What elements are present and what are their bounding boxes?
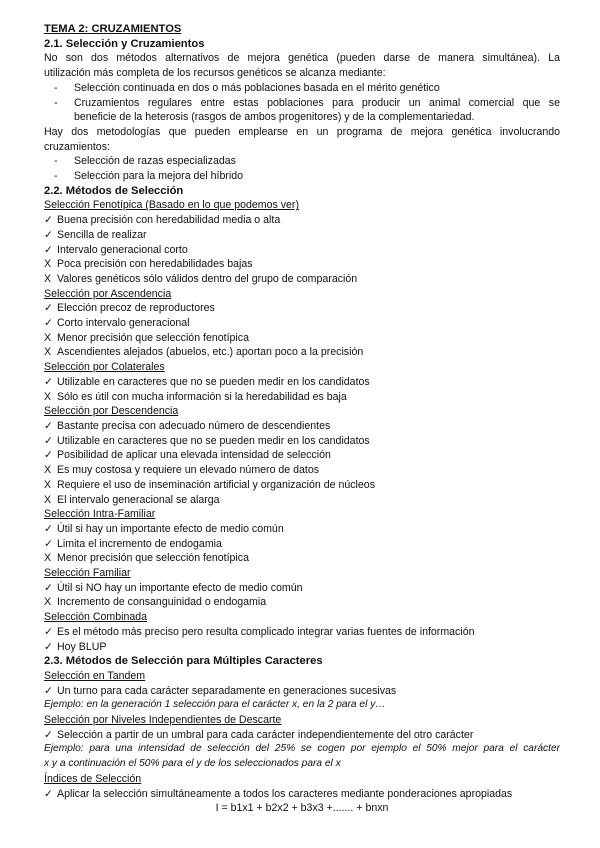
check-icon: ✓ [44,728,53,741]
item-text: Menor precisión que selección fenotípica [57,552,249,565]
pro-item [44,243,560,258]
check-icon: ✓ [44,434,53,447]
subsection-ascendencia-title: Selección por Ascendencia [44,287,172,300]
check-icon: ✓ [44,449,53,462]
cross-icon: X [44,478,52,491]
item-text: Incremento de consanguinidad o endogamia [57,596,267,609]
con-item [44,551,560,566]
con-item [44,463,560,478]
methodologies-paragraph-line-1: Hay dos metodologías que pueden emplearse en un programa de mejora genética involucrando [44,125,560,138]
subsection-familiar-title: Selección Familiar [44,567,131,580]
con-item [44,331,560,346]
bullet-cruzamientos-regulares [44,96,560,125]
check-icon: ✓ [44,684,53,697]
item-text: Hoy BLUP [57,640,107,653]
subsection-descendencia-title: Selección por Descendencia [44,405,179,418]
pro-item [44,316,560,331]
pro-item [44,375,560,390]
check-icon: ✓ [44,302,53,315]
subsection-combinada-title: Selección Combinada [44,611,148,624]
check-icon: ✓ [44,625,53,638]
cross-icon: X [44,596,52,609]
item-text: Corto intervalo generacional [57,317,190,330]
item-text: El intervalo generacional se alarga [57,493,220,506]
check-icon: ✓ [44,787,53,800]
cross-icon: X [44,272,52,285]
con-item [44,345,560,360]
methodologies-paragraph-line-2: cruzamientos: [44,140,110,153]
document-page [44,22,560,816]
item-text: Es el método más preciso pero resulta complicado integrar varias fuentes de información [57,625,475,638]
pro-item [44,434,560,449]
section-2-2-heading: 2.2. Métodos de Selección [44,184,184,197]
pro-item [44,537,560,552]
niveles-example-line-1: Ejemplo: para una intensidad de selección del 25% se cogen por ejemplo el 50% mejor para el carácter [44,743,560,755]
subsection-tandem-title: Selección en Tandem [44,669,146,682]
section-2-1-heading: 2.1. Selección y Cruzamientos [44,37,205,50]
document-title: TEMA 2: CRUZAMIENTOS [44,23,182,35]
cross-icon: X [44,552,52,565]
pro-item [44,581,560,596]
item-text: Valores genéticos sólo válidos dentro del grupo de comparación [57,272,358,285]
pro-item [44,213,560,228]
item-text: Menor precisión que selección fenotípica [57,331,249,344]
intro-paragraph-line-2: utilización más completa de los recursos genéticos se alcanza mediante: [44,67,386,80]
item-text: Un turno para cada carácter separadamente en generaciones sucesivas [57,684,397,697]
selection-index-formula: I = b1x1 + b2x2 + b3x3 +....... + bnxn [215,802,389,815]
check-icon: ✓ [44,419,53,432]
item-text: Aplicar la selección simultáneamente a todos los caracteres mediante ponderaciones apropiadas [57,787,513,800]
subsection-fenotipica-title: Selección Fenotípica (Basado en lo que podemos ver) [44,199,299,212]
check-icon: ✓ [44,243,53,256]
pro-item [44,228,560,243]
dash-marker: - [54,155,58,168]
subsection-niveles-title: Selección por Niveles Independientes de Descarte [44,714,282,727]
intro-paragraph-line-1: No son dos métodos alternativos de mejora genética (pueden darse de manera simultánea). La [44,52,560,65]
check-icon: ✓ [44,228,53,241]
item-text: Útil si NO hay un importante efecto de medio común [57,581,303,594]
item-text: Limita el incremento de endogamia [57,537,222,550]
check-icon: ✓ [44,375,53,388]
item-text: Utilizable en caracteres que no se pueden medir en los candidatos [57,375,370,388]
item-text: Bastante precisa con adecuado número de descendientes [57,419,331,432]
dash-marker: - [54,81,58,94]
dash-marker: - [54,170,58,183]
cross-icon: X [44,258,52,271]
pro-item [44,787,560,802]
item-text: Es muy costosa y requiere un elevado número de datos [57,464,320,477]
bullet-razas-especializadas [44,154,560,169]
bullet-mejora-hibrido [44,169,560,184]
item-text: Poca precisión con heredabilidades bajas [57,258,253,271]
pro-item [44,640,560,655]
item-text: Útil si hay un importante efecto de medio común [57,522,284,535]
con-item [44,272,560,287]
niveles-example-line-2: x y a continuación el 50% para el y de los seleccionados para el x [44,758,341,770]
item-text: Ascendientes alejados (abuelos, etc.) aportan poco a la precisión [57,346,364,359]
check-icon: ✓ [44,522,53,535]
item-text: Utilizable en caracteres que no se pueden medir en los candidatos [57,434,370,447]
subsection-colaterales-title: Selección por Colaterales [44,361,165,374]
item-text: Sencilla de realizar [57,228,147,241]
check-icon: ✓ [44,537,53,550]
bullet-text: Selección continuada en dos o más poblaciones basada en el mérito genético [74,81,440,94]
item-text: Posibilidad de aplicar una elevada intensidad de selección [57,449,331,462]
pro-item [44,728,560,743]
pro-item [44,684,560,699]
pro-item [44,522,560,537]
cross-icon: X [44,493,52,506]
pro-item [44,625,560,640]
bullet-text-line-2: beneficie de la heterosis (rasgos de ambos progenitores) y de la complementariedad. [74,111,475,124]
item-text: Sólo es útil con mucha información si la heredabilidad es baja [57,390,347,403]
cross-icon: X [44,464,52,477]
item-text: Selección a partir de un umbral para cada carácter independientemente del otro carácter [57,728,474,741]
cross-icon: X [44,390,52,403]
check-icon: ✓ [44,640,53,653]
bullet-text: Selección de razas especializadas [74,155,236,168]
item-text: Elección precoz de reproductores [57,302,215,315]
bullet-seleccion-continuada [44,81,560,96]
tandem-example: Ejemplo: en la generación 1 selección para el carácter x, en la 2 para el y… [44,699,386,711]
dash-marker: - [54,96,58,109]
pro-item [44,448,560,463]
con-item [44,493,560,508]
subsection-intrafamiliar-title: Selección Intra-Familiar [44,508,156,521]
pro-item [44,301,560,316]
bullet-text-line-1: Cruzamientos regulares entre estas poblaciones para producir un animal comercial que se [74,96,560,109]
subsection-indices-title: Índices de Selección [44,772,142,785]
section-2-3-heading: 2.3. Métodos de Selección para Múltiples Caracteres [44,655,323,668]
item-text: Buena precisión con heredabilidad media o alta [57,214,281,227]
bullet-text: Selección para la mejora del híbrido [74,170,244,183]
con-item [44,478,560,493]
item-text: Requiere el uso de inseminación artificial y organización de núcleos [57,478,375,491]
pro-item [44,419,560,434]
con-item [44,390,560,405]
cross-icon: X [44,346,52,359]
check-icon: ✓ [44,214,53,227]
item-text: Intervalo generacional corto [57,243,188,256]
check-icon: ✓ [44,581,53,594]
con-item [44,595,560,610]
check-icon: ✓ [44,317,53,330]
cross-icon: X [44,331,52,344]
con-item [44,257,560,272]
